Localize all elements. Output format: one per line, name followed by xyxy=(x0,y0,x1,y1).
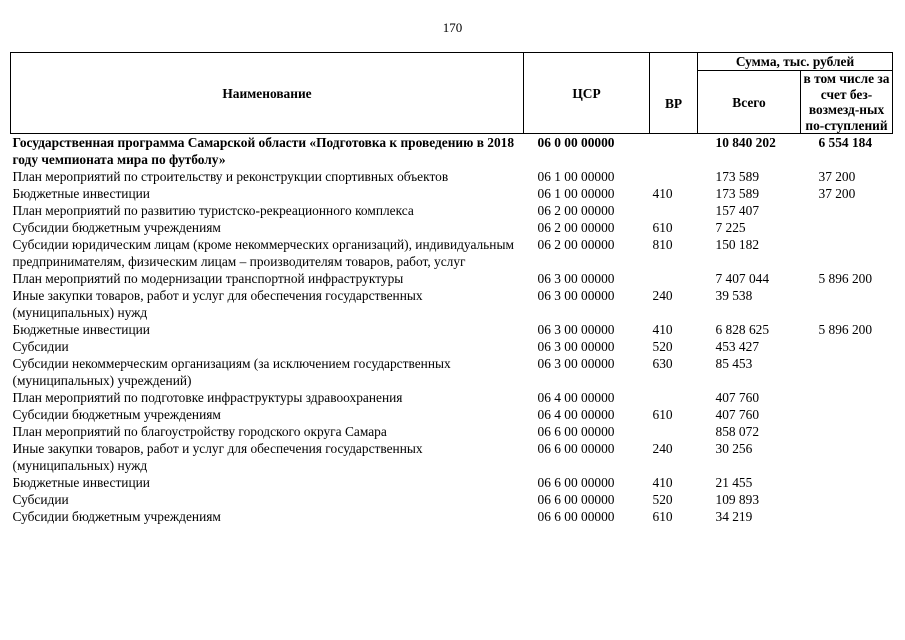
header-name: Наименование xyxy=(11,53,524,134)
table-row xyxy=(11,134,893,169)
row-csr: 06 2 00 00000 xyxy=(537,237,615,253)
row-name: План мероприятий по модернизации транспортной инфраструктуры xyxy=(12,271,404,287)
table-row xyxy=(11,168,893,185)
header-csr: ЦСР xyxy=(524,53,650,134)
row-total: 109 893 xyxy=(715,492,760,508)
row-csr: 06 3 00 00000 xyxy=(537,339,615,355)
row-vr xyxy=(650,270,698,287)
row-csr: 06 0 00 00000 xyxy=(524,134,650,169)
row-csr: 06 6 00 00000 xyxy=(537,492,615,508)
row-including xyxy=(801,236,893,270)
row-total: 34 219 xyxy=(715,509,753,525)
row-including: 5 896 200 xyxy=(818,271,873,287)
row-csr: 06 6 00 00000 xyxy=(537,441,615,457)
row-name: План мероприятий по благоустройству городского округа Самара xyxy=(12,424,387,440)
row-name: Субсидии бюджетным учреждениям xyxy=(12,407,221,423)
row-name: Бюджетные инвестиции xyxy=(12,322,150,338)
row-including xyxy=(801,491,893,508)
row-csr: 06 3 00 00000 xyxy=(537,322,615,338)
row-vr: 410 xyxy=(652,186,673,202)
row-vr xyxy=(650,202,698,219)
row-including xyxy=(801,440,893,474)
row-csr: 06 6 00 00000 xyxy=(537,475,615,491)
row-total: 407 760 xyxy=(715,407,760,423)
row-name: План мероприятий по строительству и реконструкции спортивных объектов xyxy=(12,169,449,185)
header-vr: ВР xyxy=(650,53,698,134)
row-name: План мероприятий по подготовке инфраструктуры здравоохранения xyxy=(12,390,403,406)
table-row xyxy=(11,321,893,338)
row-including: 6 554 184 xyxy=(801,134,893,169)
table-row xyxy=(11,202,893,219)
row-vr: 410 xyxy=(652,322,673,338)
row-vr: 520 xyxy=(652,492,673,508)
header-total: Всего xyxy=(698,71,801,134)
row-total: 7 407 044 xyxy=(715,271,770,287)
row-including xyxy=(801,423,893,440)
row-total: 173 589 xyxy=(715,169,760,185)
row-total: 858 072 xyxy=(715,424,760,440)
row-including: 37 200 xyxy=(818,186,856,202)
row-name: Субсидии бюджетным учреждениям xyxy=(12,220,221,236)
table-row xyxy=(11,474,893,491)
table-header xyxy=(11,53,893,134)
row-vr: 610 xyxy=(652,220,673,236)
row-name: Субсидии xyxy=(12,492,69,508)
table-row xyxy=(11,508,893,525)
row-vr: 240 xyxy=(652,288,673,304)
row-total: 30 256 xyxy=(715,441,753,457)
row-including xyxy=(801,389,893,406)
row-including xyxy=(801,338,893,355)
table-row xyxy=(11,185,893,202)
row-csr: 06 6 00 00000 xyxy=(537,424,615,440)
row-total: 150 182 xyxy=(715,237,760,253)
row-total: 21 455 xyxy=(715,475,753,491)
row-including xyxy=(801,406,893,423)
table-row xyxy=(11,236,893,270)
page-number: 170 xyxy=(442,20,463,35)
row-vr xyxy=(650,423,698,440)
row-vr: 610 xyxy=(652,407,673,423)
table-row xyxy=(11,270,893,287)
row-vr: 810 xyxy=(652,237,673,253)
table-row xyxy=(11,355,893,389)
budget-table xyxy=(10,52,893,525)
table-row xyxy=(11,287,893,321)
row-including xyxy=(801,508,893,525)
row-csr: 06 4 00 00000 xyxy=(537,407,615,423)
table-row xyxy=(11,423,893,440)
table-row xyxy=(11,491,893,508)
row-name: Бюджетные инвестиции xyxy=(12,475,150,491)
row-total: 157 407 xyxy=(715,203,760,219)
row-total: 407 760 xyxy=(715,390,760,406)
row-vr xyxy=(650,134,698,169)
row-csr: 06 3 00 00000 xyxy=(537,271,615,287)
row-csr: 06 3 00 00000 xyxy=(537,288,615,304)
row-total: 39 538 xyxy=(715,288,753,304)
row-name: Субсидии xyxy=(12,339,69,355)
row-vr: 410 xyxy=(652,475,673,491)
row-name: Иные закупки товаров, работ и услуг для обеспечения государственных (муниципальных) нужд xyxy=(12,441,423,474)
row-including: 5 896 200 xyxy=(818,322,873,338)
row-total: 173 589 xyxy=(715,186,760,202)
row-name: Иные закупки товаров, работ и услуг для обеспечения государственных (муниципальных) нужд xyxy=(12,288,423,321)
table-row xyxy=(11,440,893,474)
row-including: 37 200 xyxy=(818,169,856,185)
row-including xyxy=(801,219,893,236)
row-total: 453 427 xyxy=(715,339,760,355)
header-including: в том числе за счет без-возмезд-ных по-ступлений xyxy=(801,71,893,134)
row-vr xyxy=(650,168,698,185)
row-including xyxy=(801,355,893,389)
header-sum: Сумма, тыс. рублей xyxy=(698,53,893,71)
row-total: 10 840 202 xyxy=(698,134,801,169)
row-csr: 06 6 00 00000 xyxy=(537,509,615,525)
row-name: Субсидии некоммерческим организациям (за исключением государственных (муниципальных) учреждений) xyxy=(12,356,451,389)
table-row xyxy=(11,219,893,236)
table-body xyxy=(11,134,893,526)
row-name: Субсидии юридическим лицам (кроме некоммерческих организаций), индивидуальным предпринимателям, физическим лицам – производителям товаров, работ, услуг xyxy=(12,237,514,270)
row-total: 85 453 xyxy=(715,356,753,372)
row-including xyxy=(801,474,893,491)
row-including xyxy=(801,287,893,321)
row-vr: 630 xyxy=(652,356,673,372)
row-csr: 06 3 00 00000 xyxy=(537,356,615,372)
row-csr: 06 2 00 00000 xyxy=(537,220,615,236)
row-including xyxy=(801,202,893,219)
row-csr: 06 4 00 00000 xyxy=(537,390,615,406)
row-csr: 06 2 00 00000 xyxy=(537,203,615,219)
row-csr: 06 1 00 00000 xyxy=(537,186,615,202)
table-row xyxy=(11,338,893,355)
table-row xyxy=(11,406,893,423)
row-total: 6 828 625 xyxy=(715,322,770,338)
row-vr xyxy=(650,389,698,406)
table-row xyxy=(11,389,893,406)
row-name: План мероприятий по развитию туристско-рекреационного комплекса xyxy=(12,203,414,219)
row-name: Государственная программа Самарской области «Подготовка к проведению в 2018 году чемпионата мира по футболу» xyxy=(11,134,524,169)
row-name: Бюджетные инвестиции xyxy=(12,186,150,202)
row-total: 7 225 xyxy=(715,220,746,236)
row-vr: 240 xyxy=(652,441,673,457)
row-vr: 610 xyxy=(652,509,673,525)
row-csr: 06 1 00 00000 xyxy=(537,169,615,185)
row-name: Субсидии бюджетным учреждениям xyxy=(12,509,221,525)
row-vr: 520 xyxy=(652,339,673,355)
